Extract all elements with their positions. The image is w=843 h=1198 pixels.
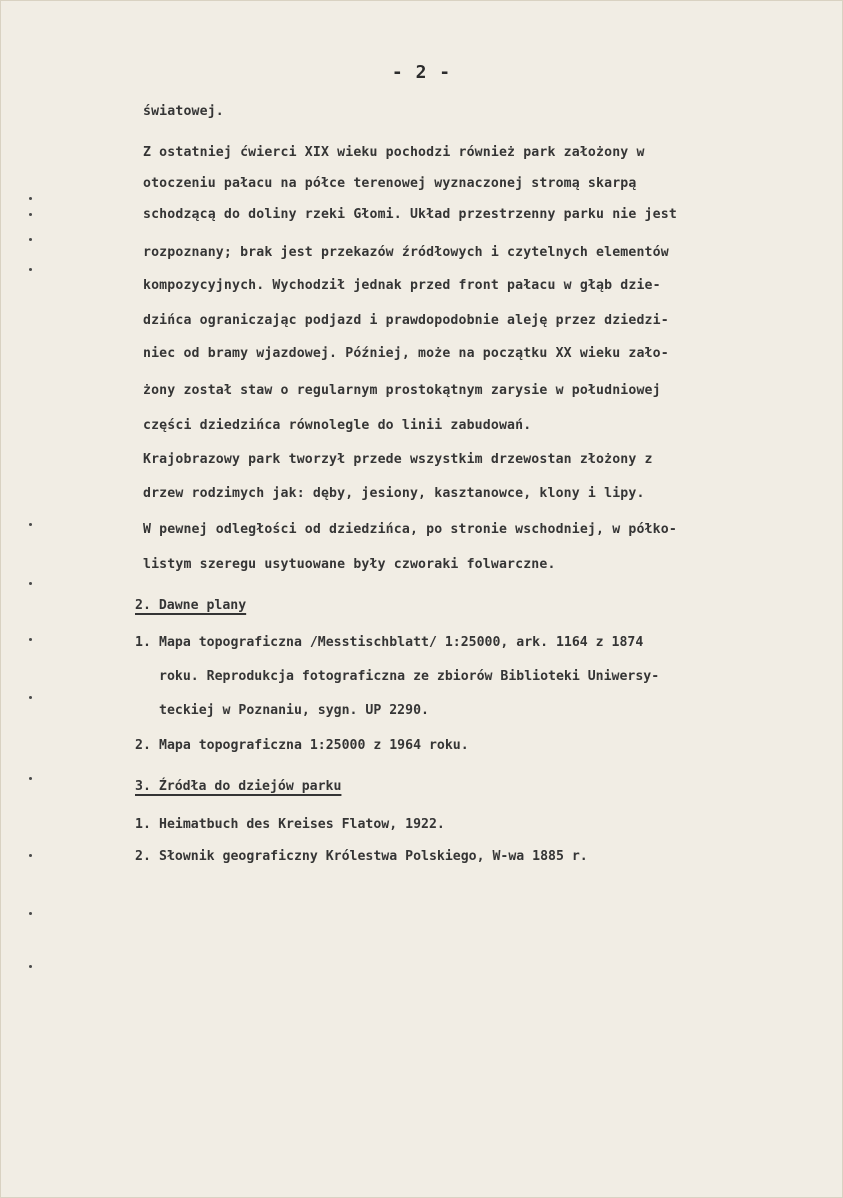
margin-dot xyxy=(29,638,32,641)
page-number: - 2 - xyxy=(391,62,452,83)
paragraph-line: otoczeniu pałacu na półce terenowej wyznaczonej stromą skarpą xyxy=(143,176,637,191)
margin-dot xyxy=(29,238,32,241)
list-item-text: Słownik geograficzny Królestwa Polskiego, W-wa 1885 r. xyxy=(159,849,588,864)
margin-dot xyxy=(29,854,32,857)
margin-dot xyxy=(29,268,32,271)
margin-dot xyxy=(29,912,32,915)
paragraph-line: schodzącą do doliny rzeki Głomi. Układ przestrzenny parku nie jest xyxy=(143,207,677,222)
paragraph-line: światowej. xyxy=(143,104,224,119)
margin-dot xyxy=(29,696,32,699)
paragraph-line: rozpoznany; brak jest przekazów źródłowych i czytelnych elementów xyxy=(143,245,669,260)
paragraph-line: drzew rodzimych jak: dęby, jesiony, kasztanowce, klony i lipy. xyxy=(143,486,645,501)
list-item-number: 1. xyxy=(135,817,151,832)
paragraph-line: Z ostatniej ćwierci XIX wieku pochodzi również park założony w xyxy=(143,145,645,160)
paragraph-line: niec od bramy wjazdowej. Później, może na początku XX wieku zało- xyxy=(143,346,669,361)
list-item-number: 2. xyxy=(135,849,151,864)
list-item xyxy=(135,849,588,864)
paragraph-line: listym szeregu usytuowane były czworaki folwarczne. xyxy=(143,557,556,572)
paragraph-line: Krajobrazowy park tworzył przede wszystkim drzewostan złożony z xyxy=(143,452,653,467)
section-heading: 2. Dawne plany xyxy=(135,598,247,613)
list-item-text: Heimatbuch des Kreises Flatow, 1922. xyxy=(159,817,445,832)
paragraph-line: dzińca ograniczając podjazd i prawdopodobnie aleję przez dziedzi- xyxy=(143,313,669,328)
list-item-continuation: roku. Reprodukcja fotograficzna ze zbiorów Biblioteki Uniwersy- xyxy=(159,669,660,684)
list-item-text: Mapa topograficzna 1:25000 z 1964 roku. xyxy=(159,738,469,753)
list-item xyxy=(135,635,643,650)
list-item xyxy=(135,817,445,832)
list-item xyxy=(135,738,469,753)
paragraph-line: części dziedzińca równolegle do linii zabudowań. xyxy=(143,418,532,433)
paragraph-line: W pewnej odległości od dziedzińca, po stronie wschodniej, w półko- xyxy=(143,522,677,537)
margin-dot xyxy=(29,523,32,526)
paragraph-line: żony został staw o regularnym prostokątnym zarysie w południowej xyxy=(143,383,661,398)
list-item-text: Mapa topograficzna /Messtischblatt/ 1:25000, ark. 1164 z 1874 xyxy=(159,635,644,650)
list-item-number: 2. xyxy=(135,738,151,753)
paragraph-line: kompozycyjnych. Wychodził jednak przed front pałacu w głąb dzie- xyxy=(143,278,661,293)
section-heading: 3. Źródła do dziejów parku xyxy=(135,779,342,794)
list-item-number: 1. xyxy=(135,635,151,650)
margin-dot xyxy=(29,197,32,200)
margin-dot xyxy=(29,965,32,968)
margin-dot xyxy=(29,213,32,216)
margin-dot xyxy=(29,582,32,585)
list-item-continuation: teckiej w Poznaniu, sygn. UP 2290. xyxy=(159,703,429,718)
margin-dot xyxy=(29,777,32,780)
